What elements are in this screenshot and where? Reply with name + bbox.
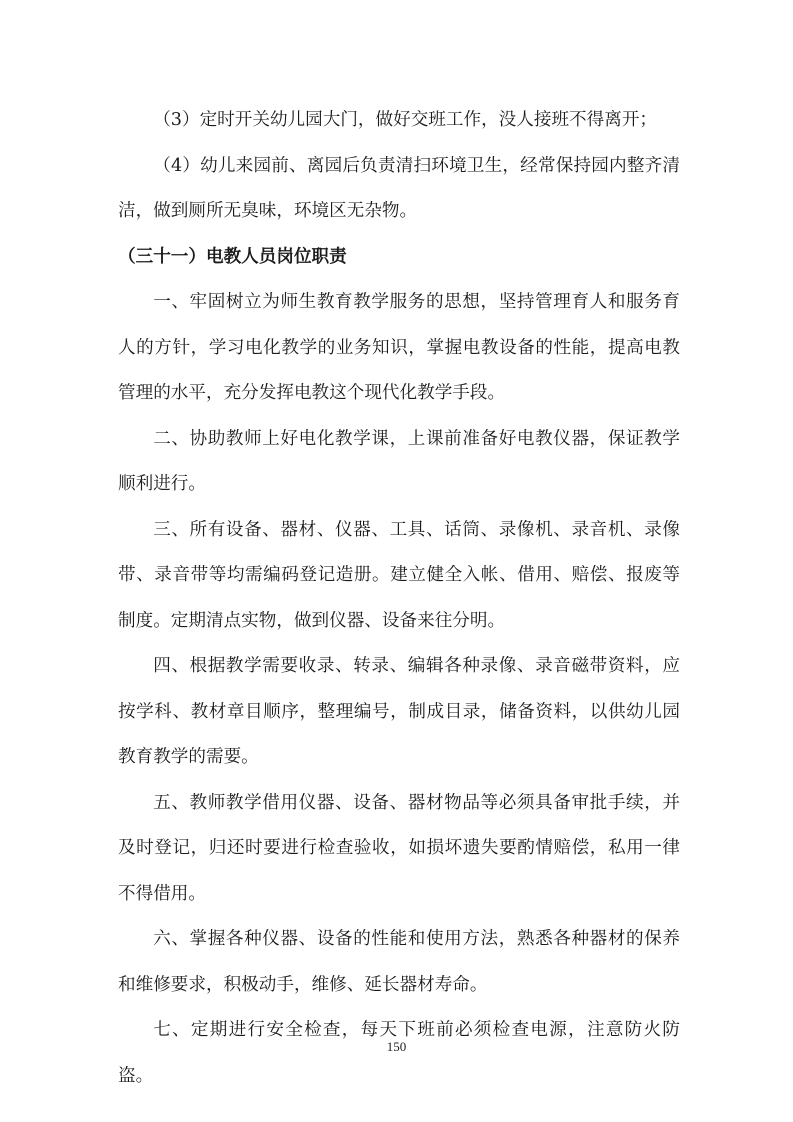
duty-paragraph-3: 三、所有设备、器材、仪器、工具、话筒、录像机、录音机、录像带、录音带等均需编码登记造册。建立健全入帐、借用、赔偿、报废等制度。定期清点实物，做到仪器、设备来往分明。 [118,519,680,631]
duty-paragraph-2: 二、协助教师上好电化教学课，上课前准备好电教仪器，保证教学顺利进行。 [118,428,680,494]
paragraph-item-4: （4）幼儿来园前、离园后负责清扫环境卫生，经常保持园内整齐清洁，做到厕所无臭味，环境区无杂物。 [118,155,680,221]
section-heading: （三十一）电教人员岗位职责 [118,246,347,267]
duty-paragraph-6: 六、掌握各种仪器、设备的性能和使用方法，熟悉各种器材的保养和维修要求，积极动手，维修、延长器材寿命。 [118,929,680,995]
duty-paragraph-7: 七、定期进行安全检查，每天下班前必须检查电源，注意防火防盗。 [118,1020,680,1086]
duty-paragraph-4: 四、根据教学需要收录、转录、编辑各种录像、录音磁带资料，应按学科、教材章目顺序，整理编号，制成目录，储备资料，以供幼儿园教育教学的需要。 [118,656,680,767]
page-content [118,98,680,1099]
page-number: 150 [386,1039,407,1054]
paragraph-item-3: （3）定时开关幼儿园大门，做好交班工作，没人接班不得离开； [153,110,658,130]
duty-paragraph-1: 一、牢固树立为师生教育教学服务的思想，坚持管理育人和服务育人的方针，学习电化教学的业务知识，掌握电教设备的性能，提高电教管理的水平，充分发挥电教这个现代化教学手段。 [118,292,680,403]
duty-paragraph-5: 五、教师教学借用仪器、设备、器材物品等必须具备审批手续，并及时登记，归还时要进行检查验收，如损坏遗失要酌情赔偿，私用一律不得借用。 [118,792,680,904]
